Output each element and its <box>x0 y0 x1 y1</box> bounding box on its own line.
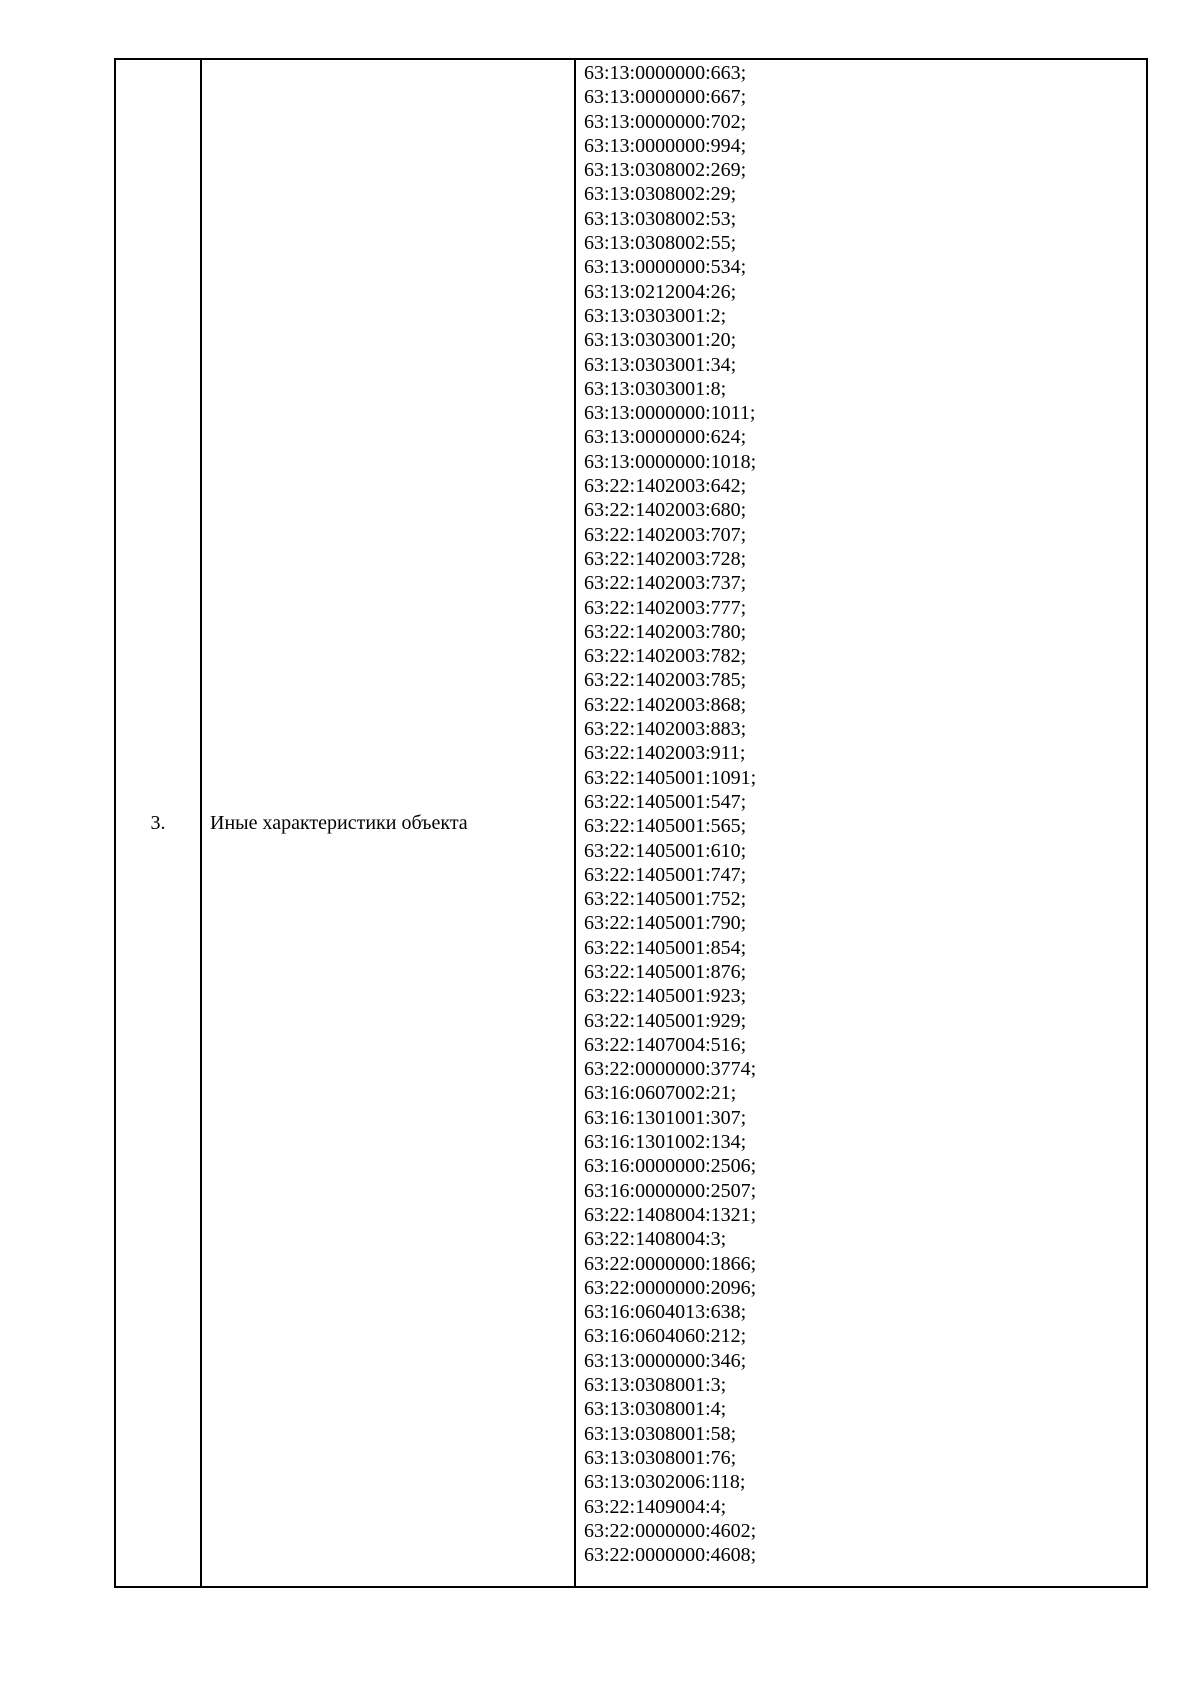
cadastral-number: 63:16:0604013:638; <box>584 1301 747 1324</box>
cadastral-number: 63:22:1405001:1091; <box>584 766 757 789</box>
cadastral-number: 63:13:0000000:624; <box>584 426 747 449</box>
cadastral-number: 63:13:0000000:534; <box>584 256 747 279</box>
row-number-cell <box>115 59 201 1587</box>
cadastral-number: 63:22:1405001:876; <box>584 960 747 983</box>
cadastral-number: 63:13:0308001:76; <box>584 1446 737 1469</box>
cadastral-number: 63:22:1402003:780; <box>584 620 747 643</box>
cadastral-number: 63:22:1408004:1321; <box>584 1203 757 1226</box>
cadastral-number: 63:22:0000000:3774; <box>584 1058 757 1081</box>
cadastral-number: 63:13:0000000:667; <box>584 86 747 109</box>
row-label: Иные характеристики объекта <box>210 811 468 834</box>
cadastral-number: 63:13:0000000:1011; <box>584 402 756 425</box>
cadastral-number: 63:13:0308001:4; <box>584 1398 727 1421</box>
row-label-cell <box>201 59 575 1587</box>
cadastral-number: 63:16:0607002:21; <box>584 1082 737 1105</box>
cadastral-number: 63:22:1402003:680; <box>584 499 747 522</box>
cadastral-number: 63:13:0000000:702; <box>584 110 747 133</box>
cadastral-number: 63:22:1407004:516; <box>584 1033 747 1056</box>
cadastral-number: 63:22:1405001:610; <box>584 839 747 862</box>
cadastral-number: 63:22:1402003:911; <box>584 742 746 765</box>
cadastral-number: 63:13:0308002:53; <box>584 207 737 230</box>
cadastral-number: 63:16:1301001:307; <box>584 1106 747 1129</box>
cadastral-number-list <box>584 60 1146 1567</box>
cadastral-number: 63:22:1405001:923; <box>584 985 747 1008</box>
cadastral-number: 63:22:1405001:790; <box>584 912 747 935</box>
cadastral-number: 63:22:1402003:777; <box>584 596 747 619</box>
cadastral-number: 63:13:0308001:3; <box>584 1374 727 1397</box>
cadastral-number: 63:22:1402003:737; <box>584 572 747 595</box>
cadastral-number: 63:22:1405001:565; <box>584 815 747 838</box>
cadastral-number: 63:22:1402003:883; <box>584 718 747 741</box>
cadastral-number: 63:22:1405001:854; <box>584 936 747 959</box>
cadastral-number: 63:13:0308002:29; <box>584 183 737 206</box>
cadastral-number: 63:22:1405001:547; <box>584 790 747 813</box>
cadastral-number: 63:22:1405001:747; <box>584 863 747 886</box>
cadastral-number: 63:22:1402003:642; <box>584 475 747 498</box>
cadastral-number: 63:13:0308002:269; <box>584 159 747 182</box>
cadastral-number: 63:22:0000000:4608; <box>584 1544 757 1567</box>
cadastral-number: 63:16:1301002:134; <box>584 1131 747 1154</box>
cadastral-number: 63:13:0303001:20; <box>584 329 737 352</box>
cadastral-number: 63:22:1402003:785; <box>584 669 747 692</box>
row-number: 3. <box>150 811 166 834</box>
cadastral-number: 63:13:0000000:1018; <box>584 450 757 473</box>
cadastral-number: 63:13:0000000:346; <box>584 1349 747 1372</box>
cadastral-number: 63:22:1405001:752; <box>584 888 747 911</box>
cadastral-number: 63:13:0212004:26; <box>584 280 737 303</box>
cadastral-number: 63:13:0303001:8; <box>584 377 727 400</box>
row-values-cell <box>575 59 1147 1587</box>
cadastral-number: 63:13:0302006:118; <box>584 1471 746 1494</box>
cadastral-number: 63:22:1405001:929; <box>584 1009 747 1032</box>
cadastral-number: 63:13:0308001:58; <box>584 1422 737 1445</box>
cadastral-number: 63:16:0000000:2507; <box>584 1179 757 1202</box>
cadastral-number: 63:13:0308002:55; <box>584 232 737 255</box>
cadastral-number: 63:22:1409004:4; <box>584 1495 727 1518</box>
cadastral-number: 63:22:0000000:1866; <box>584 1252 757 1275</box>
characteristics-table <box>114 58 1148 1588</box>
cadastral-number: 63:22:1408004:3; <box>584 1228 727 1251</box>
cadastral-number: 63:13:0303001:2; <box>584 304 727 327</box>
cadastral-number: 63:13:0000000:663; <box>584 62 747 84</box>
cadastral-number: 63:16:0000000:2506; <box>584 1155 757 1178</box>
cadastral-number: 63:13:0000000:994; <box>584 134 747 157</box>
cadastral-number: 63:22:1402003:728; <box>584 547 747 570</box>
cadastral-number: 63:22:1402003:868; <box>584 693 747 716</box>
cadastral-number: 63:22:1402003:782; <box>584 645 747 668</box>
cadastral-number: 63:22:0000000:4602; <box>584 1519 757 1542</box>
cadastral-number: 63:22:1402003:707; <box>584 523 747 546</box>
cadastral-number: 63:13:0303001:34; <box>584 353 737 376</box>
cadastral-number: 63:22:0000000:2096; <box>584 1276 757 1299</box>
table-row <box>115 59 1147 1587</box>
cadastral-number: 63:16:0604060:212; <box>584 1325 747 1348</box>
